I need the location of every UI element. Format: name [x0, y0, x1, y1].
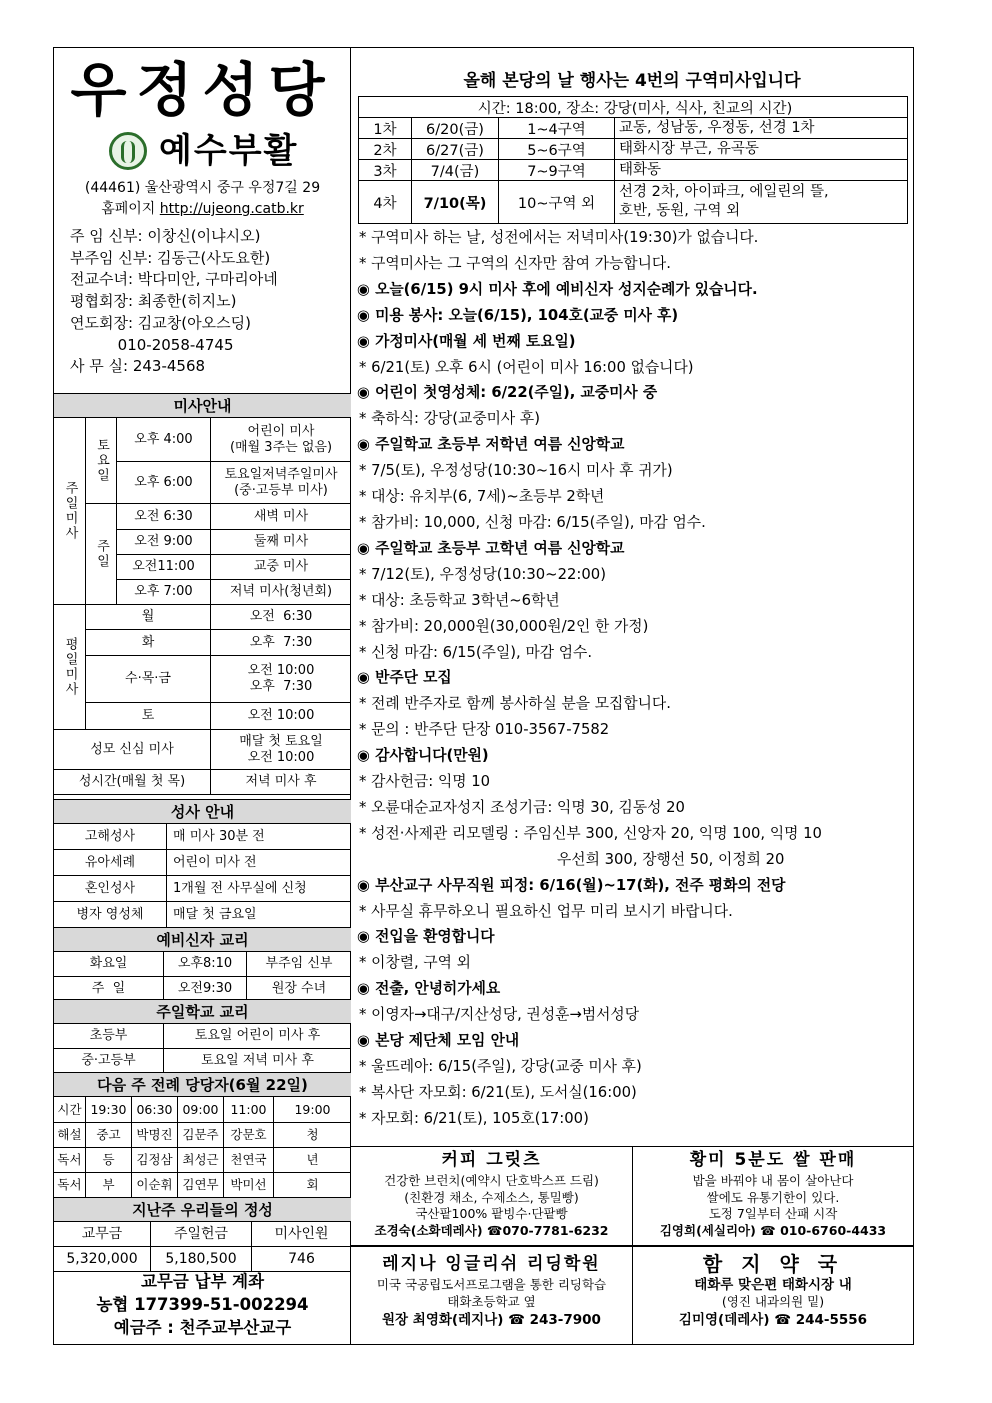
liturgy-cell: 박미선	[224, 1173, 274, 1198]
weekday: 수·목·금	[86, 656, 211, 703]
next-liturgy-title: 다음 주 전례 당당자(6월 22일)	[54, 1073, 351, 1097]
district-cell-areas: 태화시장 부근, 유곡동	[615, 139, 907, 160]
ad-rice: 황미 5분도 쌀 판매 밥을 바꿔야 내 몸이 살아난다 쌀에도 유통기한이 있다. 도정 7일부터 산패 시작 김영희(세실리아) ☎ 010-6760-4433	[659, 1150, 887, 1238]
offering-value: 5,320,000	[54, 1247, 151, 1272]
liturgy-header-cell: 11:00	[224, 1097, 274, 1123]
notice-heading: ◉ 주일학교 초등부 저학년 여름 신앙학교	[357, 436, 625, 454]
notice-item: 우선희 300, 장행선 50, 이정희 20	[557, 850, 785, 868]
catechumen-day: 주 일	[54, 977, 164, 1002]
liturgy-cell: 천연국	[224, 1148, 274, 1173]
notice-heading: ◉ 주일학교 초등부 고학년 여름 신앙학교	[357, 539, 625, 557]
holy-hour-label: 성시간(매월 첫 목)	[54, 770, 211, 795]
liturgy-cell: 김문주	[178, 1123, 224, 1148]
notice-item: * 7/12(토), 우정성당(10:30~22:00)	[359, 565, 606, 583]
sacrament-desc: 매 미사 30분 전	[167, 824, 351, 850]
staff-line: 평협회장: 최종한(히지노)	[70, 292, 237, 311]
mass-time: 오전 6:30	[117, 504, 211, 530]
homepage-line: 홈페이지 http://ujeong.catb.kr	[101, 201, 304, 217]
notice-heading: ◉ 본당 제단체 모임 안내	[357, 1032, 520, 1050]
liturgy-cell: 강문호	[224, 1123, 274, 1148]
mass-time: 오후 4:00	[117, 418, 211, 462]
district-cell-zone: 7~9구역	[499, 160, 615, 181]
sacrament-desc: 매달 첫 금요일	[167, 902, 351, 928]
liturgy-cell: 년	[274, 1148, 351, 1173]
sacrament-desc: 1개월 전 사무실에 신청	[167, 876, 351, 902]
notice-item: * 성전·사제관 리모델링 : 주임신부 300, 신앙자 20, 익명 100, 익명 10	[359, 824, 822, 842]
district-cell-no: 4차	[359, 181, 412, 223]
staff-line: 연도회장: 김교창(아오스딩)	[70, 313, 251, 332]
notice-item: * 복사단 자모회: 6/21(토), 도서실(16:00)	[359, 1083, 637, 1101]
weekday-time: 오전 10:00	[211, 703, 351, 730]
weekday: 화	[86, 630, 211, 656]
left-column	[54, 48, 351, 1344]
notice-heading: ◉ 반주단 모집	[357, 669, 452, 687]
notice-item: * 구역미사 하는 날, 성전에서는 저녁미사(19:30)가 없습니다.	[359, 229, 759, 246]
notice-heading: ◉ 가정미사(매월 세 번째 토요일)	[357, 332, 576, 350]
sacrament-name: 혼인성사	[54, 876, 167, 902]
district-cell-date: 7/4(금)	[412, 160, 499, 181]
ad-coffee: 커피 그릿츠 건강한 브런치(예약시 단호박스프 드림) (친환경 채소, 수제소스, 통밀빵) 국산팥100% 팥빙수·단팥빵 조경숙(소화데레사) ☎070-7781-6232	[374, 1150, 609, 1238]
district-cell-zone: 5~6구역	[499, 139, 615, 160]
district-cell-zone: 1~4구역	[499, 118, 615, 139]
liturgy-cell: 최성근	[178, 1148, 224, 1173]
district-cell-no: 3차	[359, 160, 412, 181]
notice-item: * 오륜대순교자성지 조성기금: 익명 30, 김동성 20	[359, 798, 685, 816]
mass-desc: 저녁 미사(청년회)	[211, 580, 351, 605]
district-mass-row	[359, 139, 907, 160]
mass-guide-title: 미사안내	[54, 394, 351, 418]
catechumen-table	[54, 927, 351, 1001]
bulletin-page	[53, 47, 914, 1345]
catechumen-by: 원장 수녀	[247, 977, 351, 1002]
district-cell-date: 6/20(금)	[412, 118, 499, 139]
liturgy-cell: 독서	[54, 1173, 86, 1198]
sunday-sub-label: 주일	[86, 504, 117, 605]
district-mass-row	[359, 160, 907, 181]
mass-desc: 새벽 미사	[211, 504, 351, 530]
mass-desc: 둘째 미사	[211, 530, 351, 555]
notice-list	[357, 225, 909, 1132]
staff-line: 010-2058-4745	[70, 335, 234, 354]
liturgy-cell: 해설	[54, 1123, 86, 1148]
district-mass-table	[358, 96, 908, 224]
mary-mass-time: 매달 첫 토요일 오전 10:00	[211, 730, 351, 770]
offering-value: 746	[252, 1247, 351, 1272]
sacraments-table	[54, 799, 351, 929]
notice-item: * 7/5(토), 우정성당(10:30~16시 미사 후 귀가)	[359, 462, 673, 480]
district-cell-zone: 10~구역 외	[499, 181, 615, 223]
notice-item: * 이창렬, 구역 외	[359, 954, 471, 972]
offering-value: 5,180,500	[151, 1247, 252, 1272]
holy-hour-time: 저녁 미사 후	[211, 770, 351, 795]
liturgy-header-cell: 19:00	[274, 1097, 351, 1123]
liturgy-cell: 회	[274, 1173, 351, 1198]
mary-mass-label: 성모 신심 미사	[54, 730, 211, 770]
liturgy-header-cell: 19:30	[86, 1097, 132, 1123]
parish-logo-icon	[109, 132, 147, 170]
next-liturgy-table	[54, 1072, 351, 1197]
liturgy-cell: 김정삼	[132, 1148, 178, 1173]
staff-line: 주 임 신부: 이창신(이냐시오)	[70, 227, 261, 245]
weekday-time: 오전 6:30	[211, 605, 351, 630]
mass-desc: 어린이 미사 (매월 3주는 없음)	[211, 418, 351, 462]
liturgy-header-cell: 시간	[54, 1097, 86, 1123]
staff-list	[70, 226, 278, 378]
notice-item: * 참가비: 20,000원(30,000원/2인 한 가정)	[359, 617, 649, 635]
offering-header: 주일헌금	[151, 1222, 252, 1247]
notice-heading: ◉ 오늘(6/15) 9시 미사 후에 예비신자 성지순례가 있습니다.	[357, 280, 758, 298]
liturgy-cell: 독서	[54, 1148, 86, 1173]
weekday: 월	[86, 605, 211, 630]
catechumen-time: 오전9:30	[164, 977, 247, 1002]
mass-guide-table	[54, 393, 351, 833]
district-cell-date: 7/10(목)	[412, 181, 499, 223]
mass-time: 오전 9:00	[117, 530, 211, 555]
liturgy-cell: 부	[86, 1173, 132, 1198]
catechumen-title: 예비신자 교리	[54, 928, 351, 952]
weekday-mass-label: 평일미사	[54, 605, 86, 730]
mass-desc: 토요일저녁주일미사 (중·고등부 미사)	[211, 462, 351, 504]
liturgy-cell: 박명진	[132, 1123, 178, 1148]
offerings-table	[54, 1197, 351, 1272]
staff-line: 전교수녀: 박다미안, 구마리아네	[70, 270, 278, 289]
offerings-title: 지난주 우리들의 정성	[54, 1198, 351, 1222]
logo-row	[109, 130, 329, 172]
notice-heading: ◉ 전출, 안녕히가세요	[357, 980, 501, 998]
mass-time: 오전11:00	[117, 555, 211, 580]
motto: 예수부활	[159, 131, 299, 171]
school-grade: 초등부	[54, 1024, 164, 1049]
notice-item: * 사무실 휴무하오니 필요하신 업무 미리 보시기 바랍니다.	[359, 902, 733, 920]
district-cell-areas: 선경 2차, 아이파크, 에일린의 뜰, 호반, 동원, 구역 외	[619, 184, 829, 219]
sacrament-name: 병자 영성체	[54, 902, 167, 928]
liturgy-cell: 김연무	[178, 1173, 224, 1198]
liturgy-cell: 이순휘	[132, 1173, 178, 1198]
account-title: 교무금 납부 계좌	[140, 1272, 265, 1291]
account-info	[54, 1270, 351, 1339]
district-cell-no: 1차	[359, 118, 412, 139]
offering-header: 미사인원	[252, 1222, 351, 1247]
catechumen-time: 오후8:10	[164, 952, 247, 977]
notice-item: * 6/21(토) 오후 6시 (어린이 미사 16:00 없습니다)	[359, 358, 694, 376]
staff-line: 부주임 신부: 김동근(사도요한)	[70, 248, 271, 267]
notice-item: * 울뜨레아: 6/15(주일), 강당(교중 미사 후)	[359, 1058, 642, 1075]
school-grade: 중·고등부	[54, 1049, 164, 1074]
mass-time: 오후 6:00	[117, 462, 211, 504]
parish-title: 우정성당	[70, 56, 335, 124]
ad-english-academy: 레지나 잉글리쉬 리딩학원 미국 국공립도서프로그램을 통한 리딩학습 태화초등학교 옆 원장 최영화(레지나) ☎ 243-7900	[376, 1254, 607, 1328]
address: (44461) 울산광역시 중구 우정7길 29	[84, 180, 321, 196]
right-column	[351, 48, 913, 1344]
mass-time: 오후 7:00	[117, 580, 211, 605]
notice-heading: ◉ 감사합니다(만원)	[357, 747, 489, 765]
catechumen-by: 부주임 신부	[247, 952, 351, 977]
district-mass-row	[359, 118, 907, 139]
notice-item: * 자모회: 6/21(토), 105호(17:00)	[359, 1109, 589, 1127]
offering-header: 교무금	[54, 1222, 151, 1247]
notice-item: * 구역미사는 그 구역의 신자만 참여 가능합니다.	[359, 254, 671, 272]
ad-pharmacy: 함 지 약 국 태화루 맞은편 태화시장 내 (영진 내과의원 밑) 김미영(데레사) ☎ 244-5556	[678, 1252, 868, 1328]
saturday-label: 토요일	[86, 418, 117, 504]
weekday-time: 오후 7:30	[211, 630, 351, 656]
sunday-school-table	[54, 999, 351, 1074]
weekday-time: 오전 10:00 오후 7:30	[211, 656, 351, 703]
liturgy-header-cell: 09:00	[178, 1097, 224, 1123]
district-cell-no: 2차	[359, 139, 412, 160]
sacrament-name: 고해성사	[54, 824, 167, 850]
sunday-school-title: 주일학교 교리	[54, 1000, 351, 1024]
liturgy-cell: 등	[86, 1148, 132, 1173]
district-cell-areas: 태화동	[615, 160, 907, 181]
district-cell-areas: 교동, 성남동, 우정동, 선경 1차	[615, 118, 907, 139]
notice-item: * 축하식: 강당(교중미사 후)	[359, 410, 540, 428]
notice-item: * 대상: 유치부(6, 7세)~초등부 2학년	[359, 488, 605, 506]
notice-item: * 이영자→대구/지산성당, 권성훈→범서성당	[359, 1006, 639, 1024]
homepage-link[interactable]: http://ujeong.catb.kr	[159, 201, 304, 217]
notice-item: * 문의 : 반주단 단장 010-3567-7582	[359, 721, 610, 739]
liturgy-header-cell: 06:30	[132, 1097, 178, 1123]
sacrament-desc: 어린이 미사 전	[167, 850, 351, 876]
catechumen-day: 화요일	[54, 952, 164, 977]
notice-heading: ◉ 어린이 첫영성체: 6/22(주일), 교중미사 중	[357, 384, 658, 402]
district-mass-row	[359, 181, 907, 223]
district-cell-date: 6/27(금)	[412, 139, 499, 160]
sacrament-name: 유아세례	[54, 850, 167, 876]
liturgy-cell: 중고	[86, 1123, 132, 1148]
ads-section	[351, 1146, 913, 1344]
notice-item: * 대상: 초등학교 3학년~6학년	[359, 591, 560, 609]
account-holder: 예금주 : 천주교부산교구	[113, 1318, 292, 1337]
notice-heading: ◉ 미용 봉사: 오늘(6/15), 104호(교중 미사 후)	[357, 306, 679, 324]
mass-desc: 교중 미사	[211, 555, 351, 580]
district-mass-info: 시간: 18:00, 장소: 강당(미사, 식사, 친교의 시간)	[359, 97, 907, 118]
notice-item: * 감사헌금: 익명 10	[359, 773, 491, 791]
notice-heading: ◉ 전입을 환영합니다	[357, 928, 495, 946]
notice-item: * 참가비: 10,000, 신청 마감: 6/15(주일), 마감 엄수.	[359, 513, 706, 531]
district-mass-headline: 올해 본당의 날 행사는 4번의 구역미사입니다	[463, 71, 801, 91]
notice-item: * 전례 반주자로 함께 봉사하실 분을 모집합니다.	[359, 695, 671, 713]
notice-heading: ◉ 부산교구 사무직원 피정: 6/16(월)~17(화), 전주 평화의 전당	[357, 876, 786, 894]
staff-line: 사 무 실: 243-4568	[70, 357, 206, 376]
sunday-mass-label: 주일미사	[54, 418, 86, 605]
weekday: 토	[86, 703, 211, 730]
sacraments-title: 성사 안내	[54, 800, 351, 824]
notice-item: * 신청 마감: 6/15(주일), 마감 엄수.	[359, 643, 593, 661]
liturgy-cell: 청	[274, 1123, 351, 1148]
account-number: 농협 177399-51-002294	[96, 1295, 309, 1314]
school-time: 토요일 저녁 미사 후	[164, 1049, 351, 1074]
school-time: 토요일 어린이 미사 후	[164, 1024, 351, 1049]
